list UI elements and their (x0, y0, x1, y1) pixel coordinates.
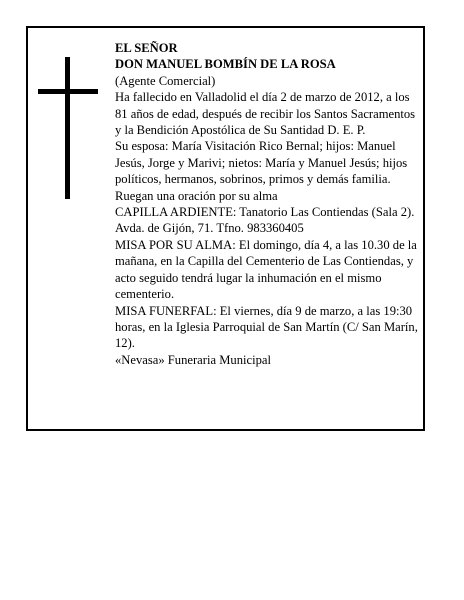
obituary-notice (26, 26, 425, 431)
deceased-occupation: (Agente Comercial) (115, 73, 216, 88)
deceased-name: DON MANUEL BOMBÍN DE LA ROSA (115, 57, 336, 72)
chapel-info: CAPILLA ARDIENTE: Tanatorio Las Contiendas (Sala 2). Avda. de Gijón, 71. Tfno. 983360405 (115, 205, 415, 236)
latin-cross-icon (38, 57, 98, 199)
prayer-request: Ruegan una oración por su alma (115, 188, 278, 203)
death-announcement: Ha fallecido en Valladolid el día 2 de marzo de 2012, a los 81 años de edad, después de recibir los Santos Sacramentos y la Bendición Apostólica de Su Santidad D. E. P. (115, 90, 416, 138)
notice-honorific: EL SEÑOR (115, 41, 178, 55)
notice-text (115, 40, 420, 368)
cross-vertical-bar (65, 57, 70, 199)
family-list: Su esposa: María Visitación Rico Bernal; hijos: Manuel Jesús, Jorge y Marivi; nietos: María y Manuel Jesús; hijos políticos, hermanos, sobrinos, primos y demás familia. (115, 139, 408, 187)
funeral-home: «Nevasa» Funeraria Municipal (115, 352, 271, 367)
cross-horizontal-bar (38, 89, 98, 94)
funeral-info: MISA FUNERFAL: El viernes, día 9 de marzo, a las 19:30 horas, en la Iglesia Parroquial de San Martín (C/ San Marín, 12). (115, 303, 418, 351)
mass-info: MISA POR SU ALMA: El domingo, día 4, a las 10.30 de la mañana, en la Capilla del Cementerio de Las Contiendas, y acto seguido tendrá lugar la inhumación en el mismo cementerio. (115, 237, 417, 302)
